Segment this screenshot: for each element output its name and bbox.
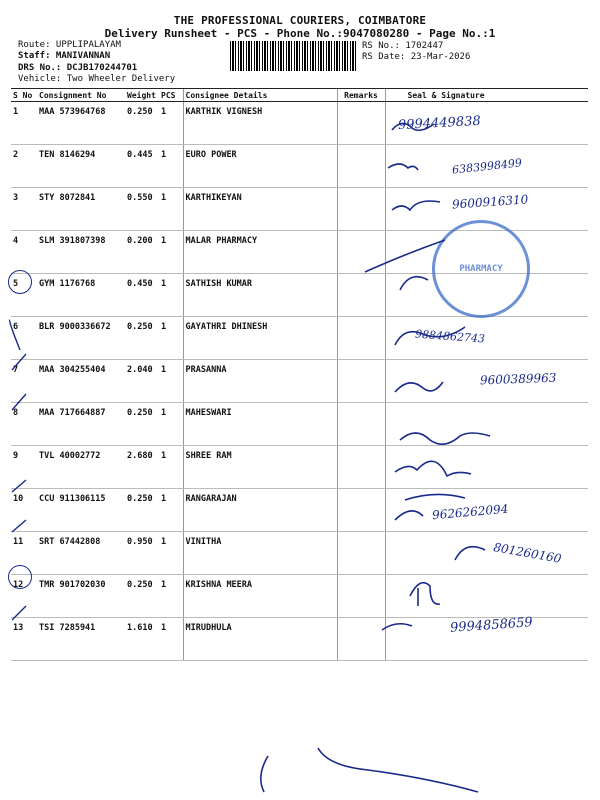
row-pcs: 1: [159, 403, 183, 446]
row-consignment-no: MAA 717664887: [37, 403, 125, 446]
row-consignee: KARTHIKEYAN: [183, 188, 337, 231]
row-sno: 10: [11, 489, 37, 532]
row-sno: 5: [11, 274, 37, 317]
row-sno: 12: [11, 575, 37, 618]
signature-8: 9994858659: [449, 615, 534, 636]
company-title: THE PROFESSIONAL COURIERS, COIMBATORE: [173, 14, 427, 27]
row-consignee: EURO POWER: [183, 145, 337, 188]
row-sno: 13: [11, 618, 37, 661]
col-consignment: Consignment No: [37, 89, 125, 102]
row-consignee: RANGARAJAN: [183, 489, 337, 532]
col-weight: Weight: [125, 89, 159, 102]
circled-row-5: [8, 270, 32, 294]
row-pcs: 1: [159, 360, 183, 403]
row-consignment-no: SRT 67442808: [37, 532, 125, 575]
col-pcs: PCS: [159, 89, 183, 102]
signature-4: 9884862743: [414, 327, 486, 346]
row-sno: 3: [11, 188, 37, 231]
row-sno: 2: [11, 145, 37, 188]
signature-1: 9994449838: [397, 113, 482, 134]
row-consignment-no: GYM 1176768: [37, 274, 125, 317]
row-sno: 1: [11, 102, 37, 145]
row-consignment-no: MAA 304255404: [37, 360, 125, 403]
row-weight: 0.550: [125, 188, 159, 231]
row-consignee: VINITHA: [183, 532, 337, 575]
row-consignee: MAHESWARI: [183, 403, 337, 446]
row-pcs: 1: [159, 274, 183, 317]
row-sno: 6: [11, 317, 37, 360]
signature-3: 9600916310: [451, 192, 529, 212]
row-consignment-no: CCU 911306115: [37, 489, 125, 532]
signature-7: 801260160: [492, 540, 563, 566]
signature-5: 9600389963: [479, 370, 557, 388]
row-consignment-no: TSI 7285941: [37, 618, 125, 661]
row-consignment-no: TVL 40002772: [37, 446, 125, 489]
row-weight: 0.250: [125, 489, 159, 532]
row-consignment-no: SLM 391807398: [37, 231, 125, 274]
rs-number: RS No.: 1702447: [362, 41, 444, 51]
row-weight: 0.250: [125, 575, 159, 618]
row-consignee: MALAR PHARMACY: [183, 231, 337, 274]
row-weight: 0.250: [125, 317, 159, 360]
row-consignee: KRISHNA MEERA: [183, 575, 337, 618]
row-consignment-no: MAA 573964768: [37, 102, 125, 145]
row-weight: 0.450: [125, 274, 159, 317]
row-pcs: 1: [159, 575, 183, 618]
col-signature: Seal & Signature: [385, 89, 588, 102]
row-pcs: 1: [159, 532, 183, 575]
row-weight: 0.200: [125, 231, 159, 274]
row-consignment-no: TEN 8146294: [37, 145, 125, 188]
row-consignment-no: STY 8072841: [37, 188, 125, 231]
staff-text: Staff: MANIVANNAN: [18, 51, 111, 61]
row-pcs: 1: [159, 618, 183, 661]
row-consignee: SHREE RAM: [183, 446, 337, 489]
circled-row-12: [8, 565, 32, 589]
signature-6: 9626262094: [431, 501, 509, 523]
row-weight: 0.950: [125, 532, 159, 575]
row-sno: 11: [11, 532, 37, 575]
row-weight: 0.250: [125, 403, 159, 446]
row-weight: 0.250: [125, 102, 159, 145]
row-weight: 0.445: [125, 145, 159, 188]
col-sno: S No: [11, 89, 37, 102]
row-weight: 2.680: [125, 446, 159, 489]
col-consignee: Consignee Details: [183, 89, 337, 102]
col-remarks: Remarks: [337, 89, 385, 102]
signature-2: 6383998499: [451, 156, 523, 177]
pharmacy-stamp: PHARMACY: [432, 220, 530, 318]
row-consignment-no: TMR 901702030: [37, 575, 125, 618]
row-consignee: PRASANNA: [183, 360, 337, 403]
row-consignee: MIRUDHULA: [183, 618, 337, 661]
row-sno: 4: [11, 231, 37, 274]
row-consignee: KARTHIK VIGNESH: [183, 102, 337, 145]
row-pcs: 1: [159, 489, 183, 532]
row-pcs: 1: [159, 102, 183, 145]
rs-date: RS Date: 23-Mar-2026: [362, 52, 471, 62]
row-weight: 1.610: [125, 618, 159, 661]
row-sno: 9: [11, 446, 37, 489]
row-pcs: 1: [159, 188, 183, 231]
row-sno: 7: [11, 360, 37, 403]
row-pcs: 1: [159, 231, 183, 274]
row-pcs: 1: [159, 446, 183, 489]
row-consignee: SATHISH KUMAR: [183, 274, 337, 317]
row-consignment-no: BLR 9000336672: [37, 317, 125, 360]
vehicle-text: Vehicle: Two Wheeler Delivery: [18, 74, 176, 84]
row-weight: 2.040: [125, 360, 159, 403]
route-text: Route: UPPLIPALAYAM: [18, 40, 121, 50]
row-sno: 8: [11, 403, 37, 446]
runsheet-title: Delivery Runsheet - PCS - Phone No.:9047080280 - Page No.:1: [104, 27, 496, 40]
row-pcs: 1: [159, 317, 183, 360]
row-pcs: 1: [159, 145, 183, 188]
drs-text: DRS No.: DCJB170244701: [18, 63, 138, 73]
row-consignee: GAYATHRI DHINESH: [183, 317, 337, 360]
